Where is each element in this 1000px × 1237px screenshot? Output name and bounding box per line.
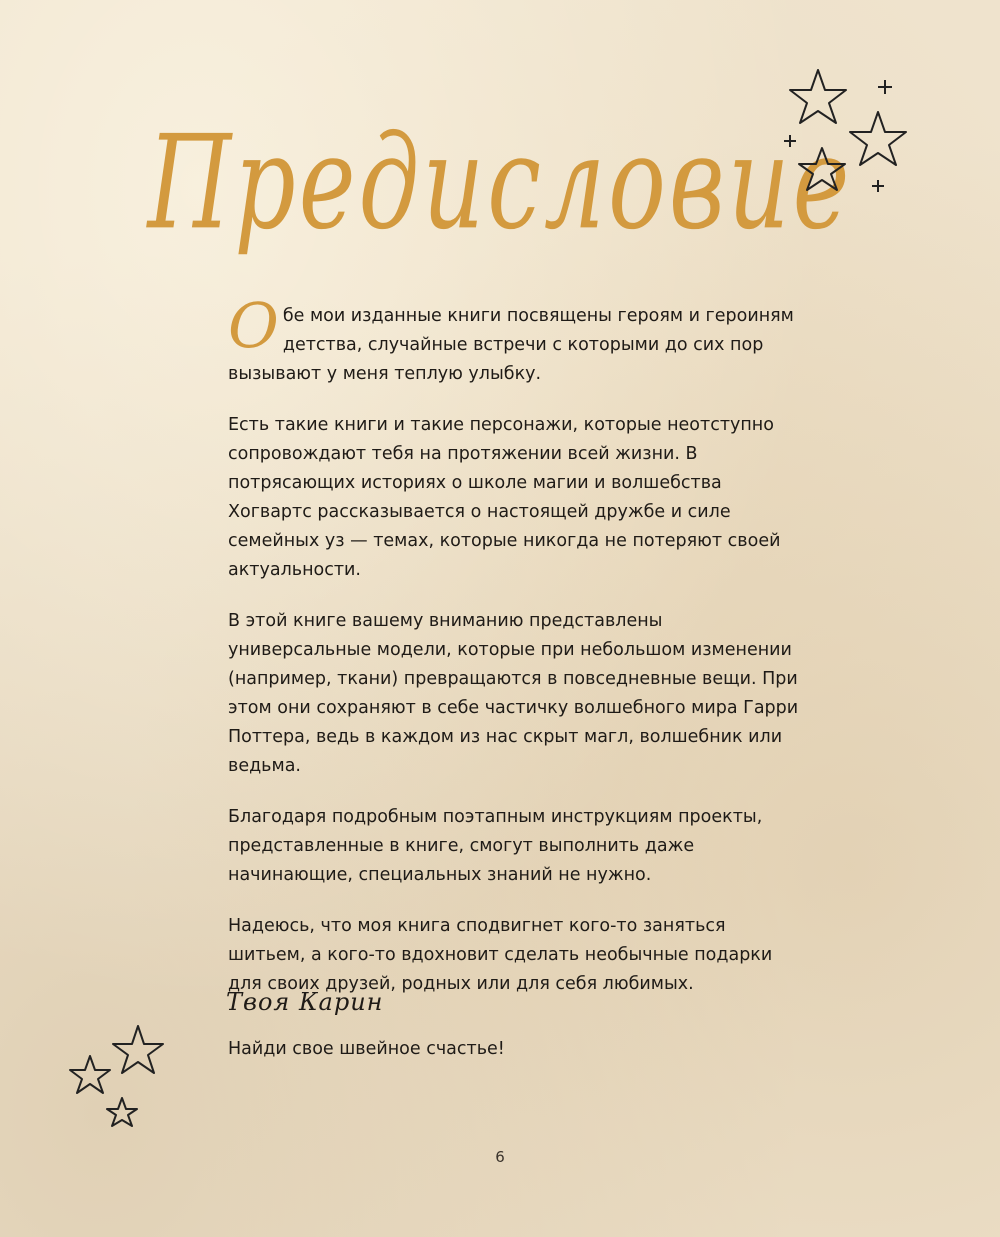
paragraph-3: В этой книге вашему вниманию представлены универсальные модели, которые при небольшом изменении (например, ткани) превращаются в повседневные вещи. При этом они сохраняют в себе частичку волшебного мира Гарри Поттера, ведь в каждом из нас скрыт магл, волшебник или ведьма. [228, 611, 799, 776]
paragraph-1 [228, 289, 808, 389]
paragraph-1-text: бе мои изданные книги посвящены героям и героиням детства, случайные встречи с которыми до сих пор вызывают у меня теплую улыбку. [228, 306, 794, 384]
paragraph-2: Есть такие книги и такие персонажи, которые неотступно сопровождают тебя на протяжении всей жизни. В потрясающих историях о школе магии и волшебства Хогвартс рассказывается о настоящей дружбе и силе семейных уз — темах, которые никогда не потеряют своей актуальности. [228, 415, 781, 580]
paragraph-4: Благодаря подробным поэтапным инструкциям проекты, представленные в книге, смогут выполнить даже начинающие, специальных знаний не нужно. [228, 807, 763, 885]
drop-cap: О [228, 289, 279, 362]
star-doodles-bottom-left [60, 1020, 180, 1135]
paragraph-5: Надеюсь, что моя книга сподвигнет кого-то заняться шитьем, а кого-то вдохновит сделать необычные подарки для своих друзей, родных или для себя любимых. [228, 916, 773, 994]
page-title: Предисловие [147, 107, 853, 259]
paragraph-6: Найди свое швейное счастье! [228, 1039, 505, 1059]
page-number: 6 [495, 1148, 505, 1166]
star-doodles-top-right [770, 60, 930, 210]
signature: Твоя Карин [226, 988, 384, 1016]
preface-body [228, 289, 808, 1086]
